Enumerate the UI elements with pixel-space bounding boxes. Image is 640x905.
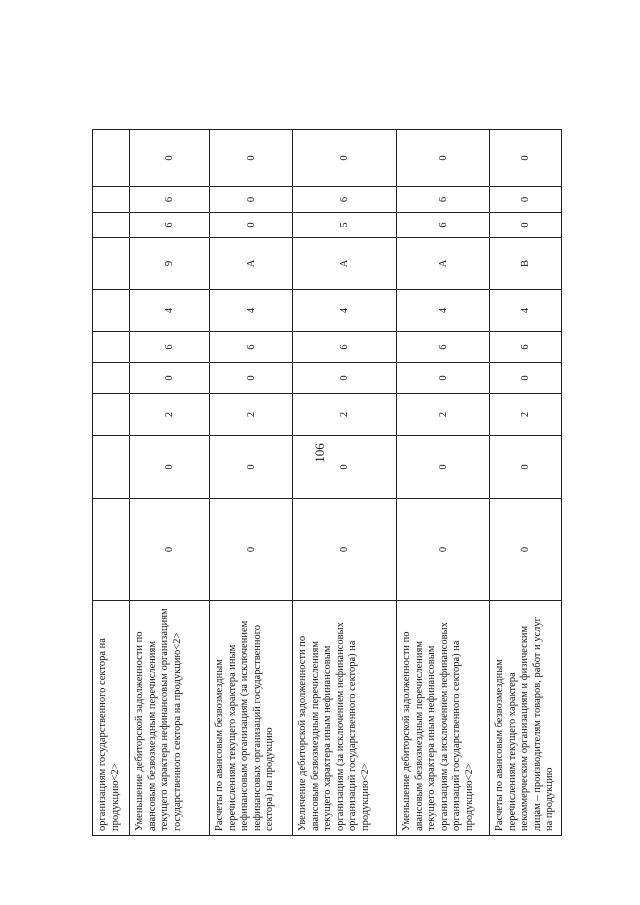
code-cell: 2 bbox=[293, 394, 397, 436]
table-row bbox=[490, 130, 562, 836]
table-row bbox=[93, 130, 130, 836]
row-description: Уменьшение дебиторской задолженности по авансовым безвозмездным перечислениям текущего характера иным нефинансовым организациям (за исключением нефинансовых организаций государственного сектора) на продукцию<2> bbox=[397, 601, 490, 836]
accounts-table-wrapper bbox=[92, 130, 556, 836]
code-cell: 6 bbox=[210, 332, 293, 363]
code-cell: 0 bbox=[210, 436, 293, 499]
code-cell: 0 bbox=[130, 499, 210, 601]
code-cell bbox=[93, 499, 130, 601]
code-cell: 4 bbox=[210, 290, 293, 332]
code-cell: 6 bbox=[490, 332, 562, 363]
code-cell: 2 bbox=[490, 394, 562, 436]
code-cell: 0 bbox=[490, 213, 562, 238]
code-cell bbox=[93, 363, 130, 394]
accounts-table bbox=[92, 129, 562, 836]
code-cell bbox=[93, 238, 130, 290]
code-cell: 6 bbox=[130, 332, 210, 363]
code-cell: 0 bbox=[293, 130, 397, 187]
code-cell bbox=[93, 332, 130, 363]
code-cell: 0 bbox=[490, 436, 562, 499]
code-cell: 9 bbox=[130, 238, 210, 290]
code-cell: 0 bbox=[293, 363, 397, 394]
code-cell: 2 bbox=[397, 394, 490, 436]
code-cell: 0 bbox=[210, 363, 293, 394]
code-cell: А bbox=[293, 238, 397, 290]
code-cell: 4 bbox=[130, 290, 210, 332]
code-cell bbox=[93, 436, 130, 499]
table-row bbox=[210, 130, 293, 836]
code-cell bbox=[93, 187, 130, 213]
code-cell: 2 bbox=[130, 394, 210, 436]
code-cell: 6 bbox=[397, 332, 490, 363]
code-cell: 0 bbox=[210, 187, 293, 213]
table-row bbox=[397, 130, 490, 836]
code-cell: 0 bbox=[130, 363, 210, 394]
code-cell: 6 bbox=[293, 332, 397, 363]
code-cell: А bbox=[397, 238, 490, 290]
code-cell: 0 bbox=[397, 130, 490, 187]
code-cell: 0 bbox=[397, 363, 490, 394]
code-cell: 0 bbox=[210, 213, 293, 238]
code-cell: 6 bbox=[397, 213, 490, 238]
row-description: Расчеты по авансовым безвозмездным перечислениям текущего характера некоммерческим организациям и физическим лицам – производителям товаров, работ и услуг на продукцию bbox=[490, 601, 562, 836]
code-cell bbox=[93, 290, 130, 332]
page-number: 106 bbox=[312, 443, 327, 463]
code-cell: 0 bbox=[293, 436, 397, 499]
table-row bbox=[130, 130, 210, 836]
code-cell: 6 bbox=[397, 187, 490, 213]
code-cell: 5 bbox=[293, 213, 397, 238]
code-cell: 6 bbox=[293, 187, 397, 213]
row-description: Уменьшение дебиторской задолженности по авансовым безвозмездным перечислениям текущего характера нефинансовым организациям государственного сектора на продукцию<2> bbox=[130, 601, 210, 836]
row-description: организациям государственного сектора на продукцию<2> bbox=[93, 601, 130, 836]
row-description: Расчеты по авансовым безвозмездным перечислениям текущего характера иным нефинансовым организациям (за исключением нефинансовых организаций государственного сектора) на продукцию bbox=[210, 601, 293, 836]
code-cell bbox=[93, 130, 130, 187]
code-cell: 0 bbox=[293, 499, 397, 601]
code-cell: 4 bbox=[293, 290, 397, 332]
code-cell: 4 bbox=[490, 290, 562, 332]
code-cell: 0 bbox=[490, 130, 562, 187]
code-cell: 0 bbox=[210, 130, 293, 187]
code-cell: 0 bbox=[210, 499, 293, 601]
code-cell: 6 bbox=[130, 187, 210, 213]
code-cell: 6 bbox=[130, 213, 210, 238]
code-cell bbox=[93, 394, 130, 436]
code-cell: 0 bbox=[130, 130, 210, 187]
code-cell: 0 bbox=[397, 499, 490, 601]
code-cell: 0 bbox=[490, 499, 562, 601]
table-row bbox=[293, 130, 397, 836]
code-cell: 0 bbox=[490, 187, 562, 213]
code-cell: 0 bbox=[130, 436, 210, 499]
row-description: Увеличение дебиторской задолженности по авансовым безвозмездным перечислениям текущего характера иным нефинансовым организациям (за исключением нефинансовых организаций государственного сектора) на продукцию<2> bbox=[293, 601, 397, 836]
code-cell bbox=[93, 213, 130, 238]
code-cell: А bbox=[210, 238, 293, 290]
code-cell: 0 bbox=[490, 363, 562, 394]
code-cell: 4 bbox=[397, 290, 490, 332]
code-cell: В bbox=[490, 238, 562, 290]
code-cell: 2 bbox=[210, 394, 293, 436]
code-cell: 0 bbox=[397, 436, 490, 499]
